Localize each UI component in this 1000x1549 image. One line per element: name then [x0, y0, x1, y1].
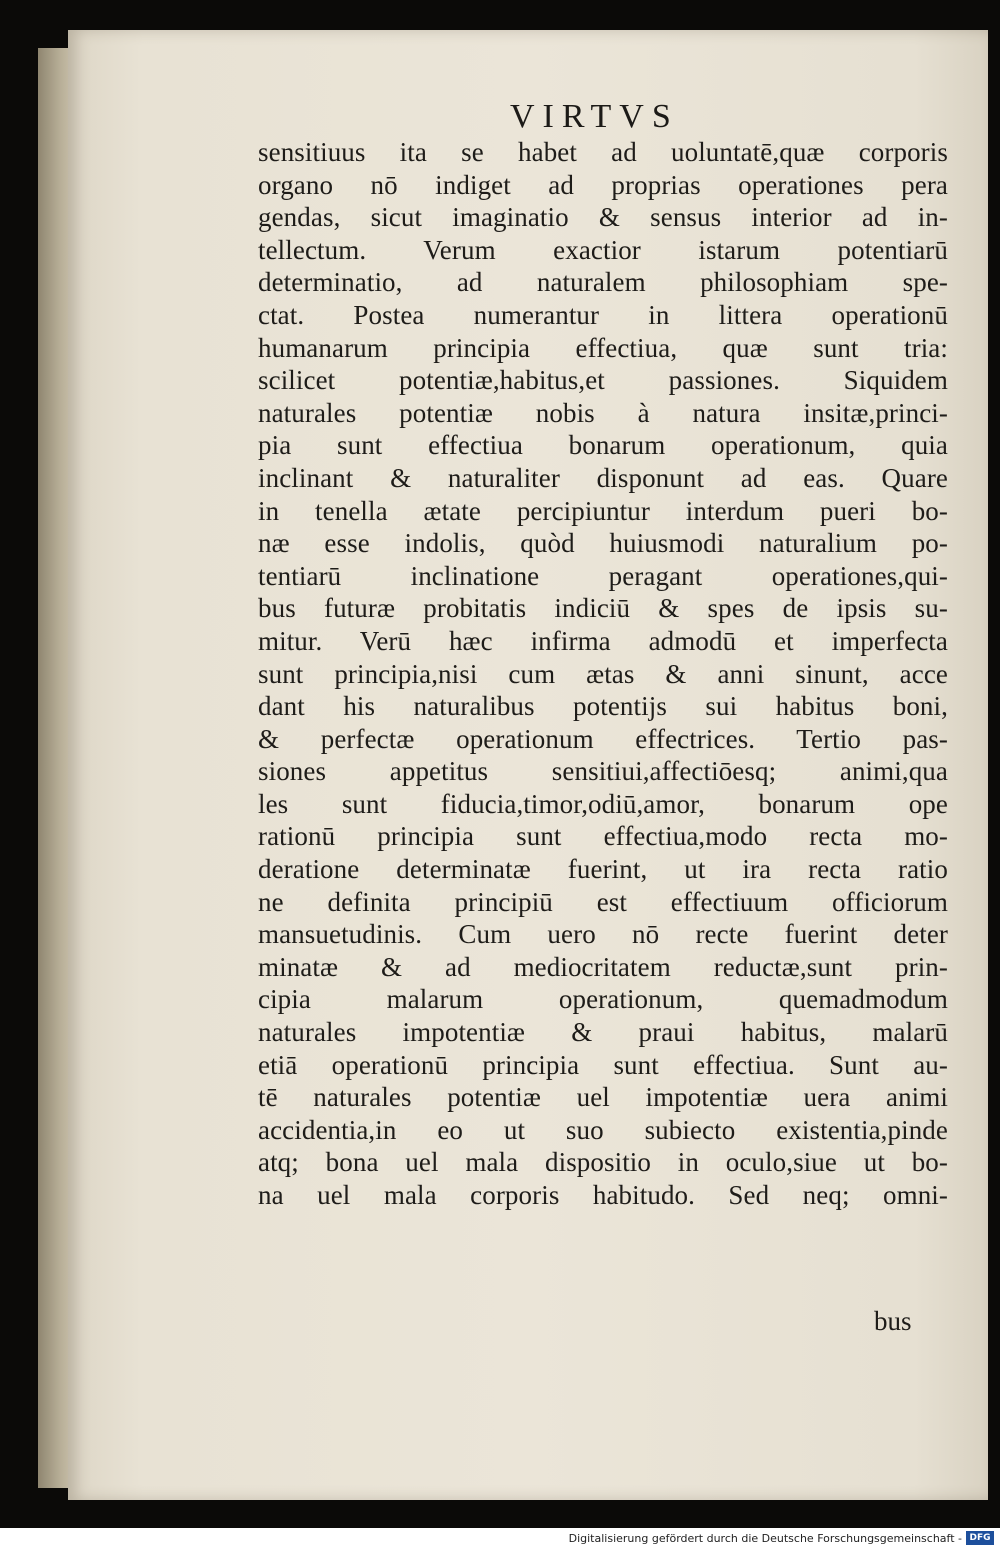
- text-line: rationū principia sunt effectiua,modo recta mo-: [258, 821, 948, 852]
- text-line: næ esse indolis, quòd huiusmodi naturalium po-: [258, 528, 948, 559]
- text-line: minatæ & ad mediocritatem reductæ,sunt prin-: [258, 951, 948, 982]
- text-line: bus futuræ probitatis indiciū & spes de ipsis su-: [258, 593, 948, 624]
- text-line: naturales impotentiæ & praui habitus, malarū: [258, 1017, 948, 1048]
- text-line: inclinant & naturaliter disponunt ad eas. Quare: [258, 462, 948, 493]
- text-line: naturales potentiæ nobis à natura insitæ,princi-: [258, 397, 948, 428]
- text-line: tellectum. Verum exactior istarum potentiarū: [258, 234, 948, 265]
- text-line: accidentia,in eo ut suo subiecto existentia,pinde: [258, 1114, 948, 1145]
- text-line: tē naturales potentiæ uel impotentiæ uera animi: [258, 1082, 948, 1113]
- text-line: cipia malarum operationum, quemadmodum: [258, 984, 948, 1015]
- text-line: tentiarū inclinatione peragant operationes,qui-: [258, 560, 948, 591]
- footer-credit: Digitalisierung gefördert durch die Deutsche Forschungsgemeinschaft -: [568, 1532, 962, 1545]
- text-block: [258, 136, 948, 1212]
- text-line: humanarum principia effectiua, quæ sunt tria:: [258, 332, 948, 363]
- text-line: in tenella ætate percipiuntur interdum pueri bo-: [258, 495, 948, 526]
- text-line: ctat. Postea numerantur in littera operationū: [258, 299, 948, 330]
- text-line: atq; bona uel mala dispositio in oculo,siue ut bo-: [258, 1147, 948, 1178]
- text-line: pia sunt effectiua bonarum operationum, quia: [258, 430, 948, 461]
- text-line: mitur. Verū hæc infirma admodū et imperfecta: [258, 625, 948, 656]
- text-line: scilicet potentiæ,habitus,et passiones. Siquidem: [258, 365, 948, 396]
- text-line: siones appetitus sensitiui,affectiōesq; animi,qua: [258, 756, 948, 787]
- text-line: ne definita principiū est effectiuum officiorum: [258, 886, 948, 917]
- text-line: etiā operationū principia sunt effectiua. Sunt au-: [258, 1049, 948, 1080]
- text-line: dant his naturalibus potentijs sui habitus boni,: [258, 691, 948, 722]
- text-line: deratione determinatæ fuerint, ut ira recta ratio: [258, 854, 948, 885]
- text-line: na uel mala corporis habitudo. Sed neq; omni-: [258, 1180, 948, 1210]
- text-line: les sunt fiducia,timor,odiū,amor, bonarum ope: [258, 788, 948, 819]
- text-line: sensitiuus ita se habet ad uoluntatē,quæ corporis: [258, 137, 948, 167]
- text-line: determinatio, ad naturalem philosophiam spe-: [258, 267, 948, 298]
- dfg-logo: DFG: [966, 1531, 994, 1545]
- text-line: gendas, sicut imaginatio & sensus interior ad in-: [258, 202, 948, 233]
- text-line: & perfectæ operationum effectrices. Tertio pas-: [258, 723, 948, 754]
- text-line: mansuetudinis. Cum uero nō recte fuerint deter: [258, 919, 948, 950]
- running-head: VIRTVS: [510, 98, 679, 135]
- text-line: organo nō indiget ad proprias operationes pera: [258, 169, 948, 200]
- text-line: sunt principia,nisi cum ætas & anni sinunt, acce: [258, 658, 948, 689]
- catchword: bus: [874, 1306, 912, 1336]
- footer-bar: [0, 1528, 1000, 1549]
